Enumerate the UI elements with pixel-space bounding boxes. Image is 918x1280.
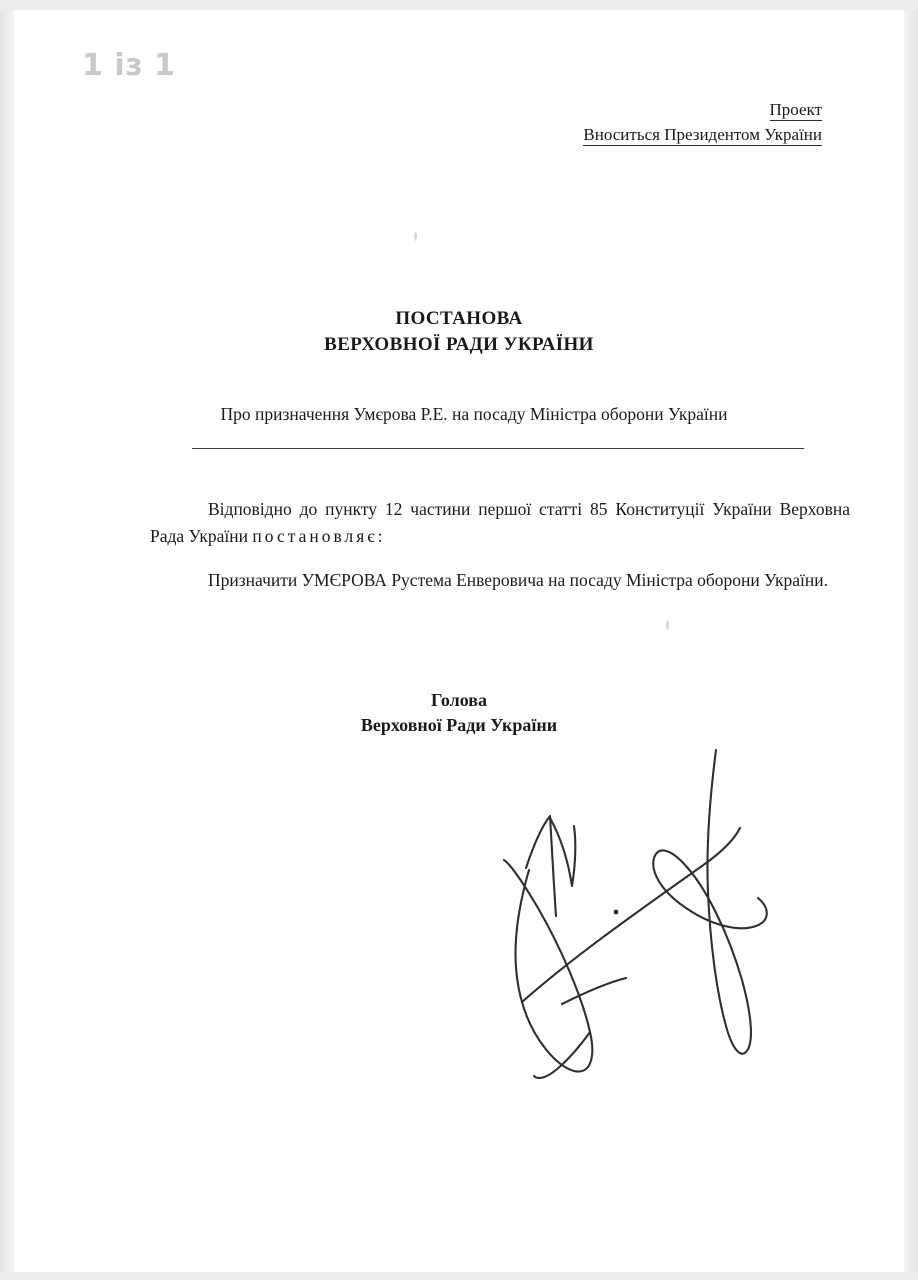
page-edge-right [904,0,918,1280]
page-counter: 1 із 1 [82,48,176,83]
body-paragraph-1 [150,496,850,549]
scan-speck [666,620,669,630]
header-line-submitter: Вноситься Президентом України [583,124,822,144]
header-line-project: Проект [769,100,822,119]
body-paragraph-2-text: Призначити УМЄРОВА Рустема Енверовича на посаду Міністра оборони України. [208,570,828,591]
horizontal-rule [192,448,804,449]
signatory-institution: Верховної Ради України [360,715,558,736]
title-line-2: ВЕРХОВНОЇ РАДИ УКРАЇНИ [324,333,594,355]
page-edge-left [0,0,14,1280]
document-body [150,496,850,594]
document-title [14,306,904,357]
body-paragraph-1-tail: : [377,525,383,546]
title-line-1: ПОСТАНОВА [395,308,523,329]
scan-speck [414,232,417,241]
document-subject: Про призначення Умєрова Р.Е. на посаду Міністра оборони України [220,404,728,424]
body-paragraph-2 [150,567,850,594]
signatory-role: Голова [430,690,487,710]
handwritten-signature-icon [464,740,794,1100]
body-paragraph-1-text: Відповідно до пункту 12 частини першої статті 85 Конституції України Верховна Рада України [150,499,850,546]
document-page [14,10,904,1272]
page-edge-bottom [0,1272,918,1280]
signature-block [14,688,904,738]
body-paragraph-1-spaced: постановляє [252,525,378,546]
document-header [583,98,822,147]
page-edge-top [0,0,918,10]
